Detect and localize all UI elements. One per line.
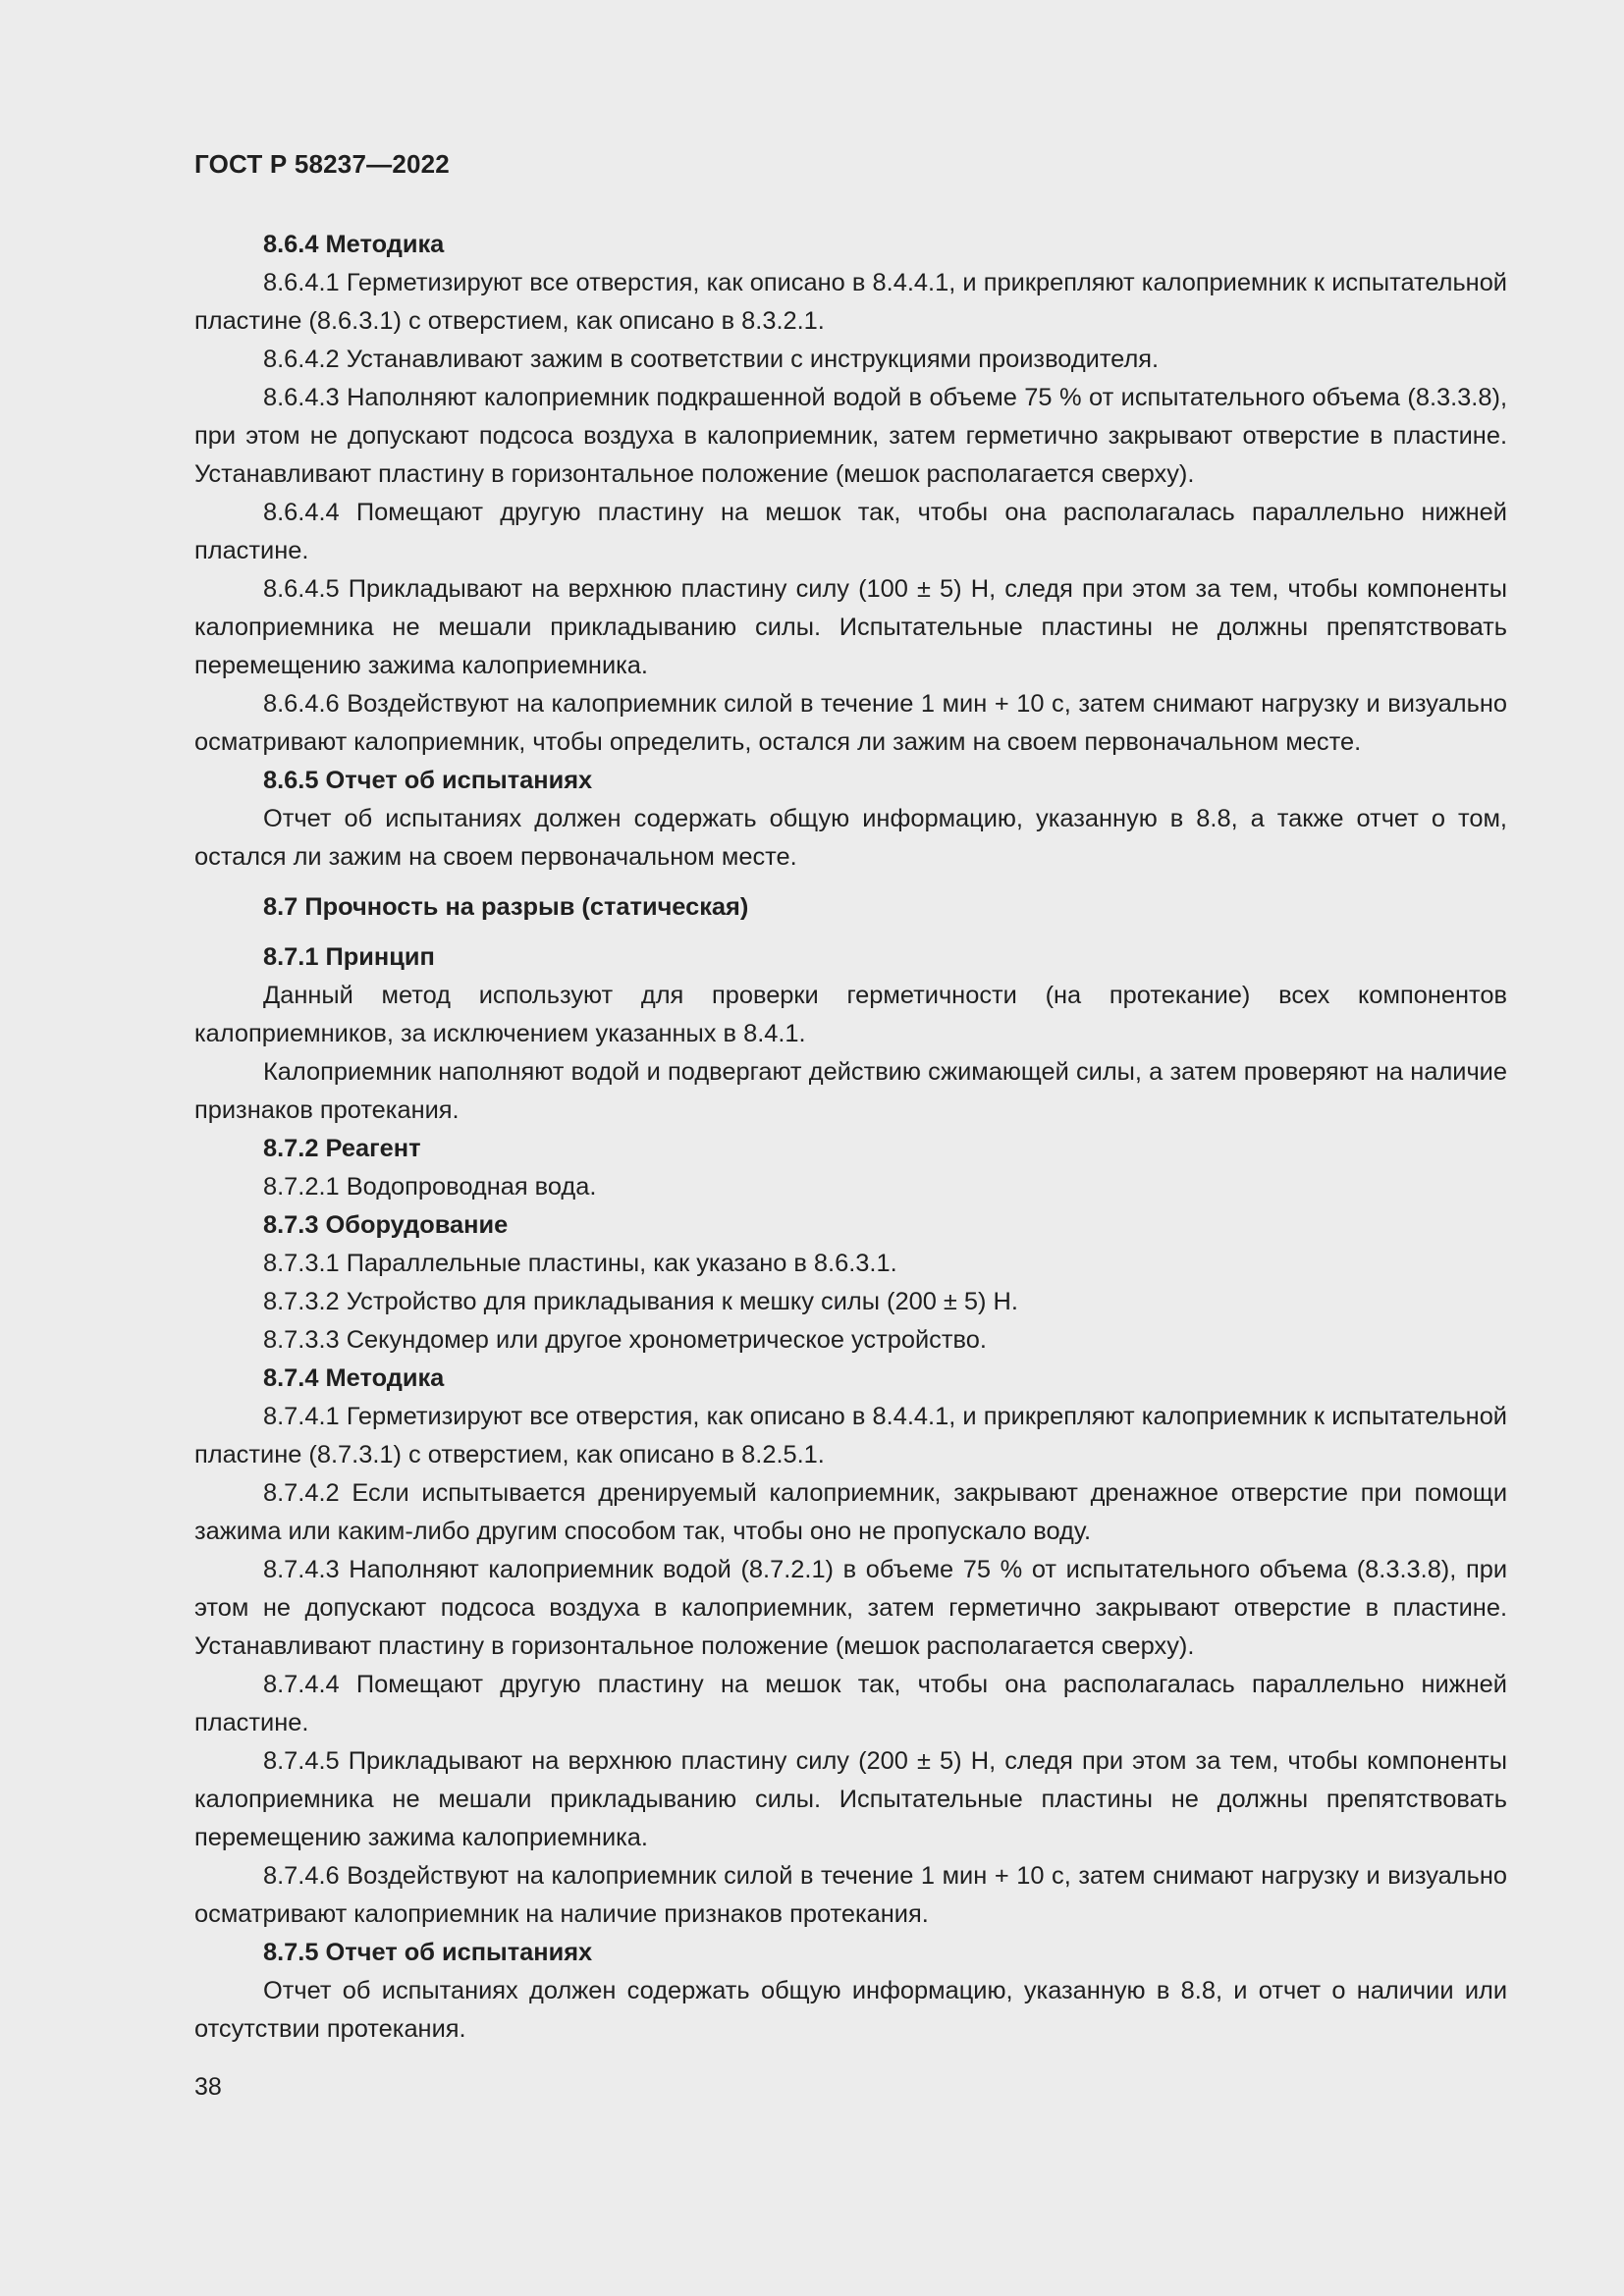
paragraph: Отчет об испытаниях должен содержать общую информацию, указанную в 8.8, и отчет о наличии или отсутствии протекания. xyxy=(194,1977,1507,2043)
paragraph: 8.7.4.3 Наполняют калоприемник водой (8.7.2.1) в объеме 75 % от испытательного объема (8.3.3.8), при этом не допускают подсоса воздуха в калоприемник, затем герметично закрывают отверстие в пластине. Устанавливают пластину в горизонтальное положение (мешок располагается сверху). xyxy=(194,1556,1507,1660)
paragraph: 8.6.4.4 Помещают другую пластину на мешок так, чтобы она располагалась параллельно нижней пластине. xyxy=(194,499,1507,564)
paragraph: 8.6.4.5 Прикладывают на верхнюю пластину силу (100 ± 5) Н, следя при этом за тем, чтобы компоненты калоприемника не мешали прикладыванию силы. Испытательные пластины не должны препятствовать перемещению зажима калоприемника. xyxy=(194,575,1507,679)
paragraph: Калоприемник наполняют водой и подвергают действию сжимающей силы, а затем проверяют на наличие признаков протекания. xyxy=(194,1058,1507,1124)
paragraph: 8.6.4.3 Наполняют калоприемник подкрашенной водой в объеме 75 % от испытательного объема (8.3.3.8), при этом не допускают подсоса воздуха в калоприемник, затем герметично закрывают отверстие в пластине. Устанавливают пластину в горизонтальное положение (мешок располагается сверху). xyxy=(194,384,1507,488)
document-header: ГОСТ Р 58237—2022 xyxy=(194,149,450,179)
paragraph: 8.7.4.1 Герметизируют все отверстия, как описано в 8.4.4.1, и прикрепляют калоприемник к испытательной пластине (8.7.3.1) с отверстием, как описано в 8.2.5.1. xyxy=(194,1403,1507,1468)
paragraph: 8.7.4.2 Если испытывается дренируемый калоприемник, закрывают дренажное отверстие при помощи зажима или каким-либо другим способом так, чтобы оно не пропускало воду. xyxy=(194,1479,1507,1545)
paragraph: 8.6.4.6 Воздействуют на калоприемник силой в течение 1 мин + 10 с, затем снимают нагрузку и визуально осматривают калоприемник, чтобы определить, остался ли зажим на своем первоначальном месте. xyxy=(194,690,1507,756)
subsection-heading: 8.7.3 Оборудование xyxy=(263,1211,509,1239)
document-body xyxy=(194,226,1507,2049)
paragraph: 8.7.2.1 Водопроводная вода. xyxy=(263,1173,597,1201)
paragraph: 8.7.3.2 Устройство для прикладывания к мешку силы (200 ± 5) Н. xyxy=(263,1288,1018,1315)
subsection-heading: 8.7.4 Методика xyxy=(263,1364,445,1392)
paragraph: 8.7.4.5 Прикладывают на верхнюю пластину силу (200 ± 5) Н, следя при этом за тем, чтобы компоненты калоприемника не мешали прикладыванию силы. Испытательные пластины не должны препятствовать перемещению зажима калоприемника. xyxy=(194,1747,1507,1851)
subsection-heading: 8.7.1 Принцип xyxy=(263,943,435,971)
paragraph: 8.6.4.2 Устанавливают зажим в соответствии с инструкциями производителя. xyxy=(263,346,1160,373)
subsection-heading: 8.7.5 Отчет об испытаниях xyxy=(263,1939,593,1966)
paragraph: 8.6.4.1 Герметизируют все отверстия, как описано в 8.4.4.1, и прикрепляют калоприемник к испытательной пластине (8.6.3.1) с отверстием, как описано в 8.3.2.1. xyxy=(194,269,1507,335)
subsection-heading: 8.7.2 Реагент xyxy=(263,1135,421,1162)
subsection-heading: 8.6.5 Отчет об испытаниях xyxy=(263,767,593,794)
paragraph: 8.7.3.3 Секундомер или другое хронометрическое устройство. xyxy=(263,1326,987,1354)
paragraph: 8.7.4.6 Воздействуют на калоприемник силой в течение 1 мин + 10 с, затем снимают нагрузку и визуально осматривают калоприемник на наличие признаков протекания. xyxy=(194,1862,1507,1928)
section-heading: 8.7 Прочность на разрыв (статическая) xyxy=(263,893,749,921)
subsection-heading: 8.6.4 Методика xyxy=(263,231,445,258)
paragraph: 8.7.3.1 Параллельные пластины, как указано в 8.6.3.1. xyxy=(263,1250,897,1277)
page-number: 38 xyxy=(194,2073,222,2101)
paragraph: Отчет об испытаниях должен содержать общую информацию, указанную в 8.8, а также отчет о том, остался ли зажим на своем первоначальном месте. xyxy=(194,805,1507,871)
paragraph: 8.7.4.4 Помещают другую пластину на мешок так, чтобы она располагалась параллельно нижней пластине. xyxy=(194,1671,1507,1736)
paragraph: Данный метод используют для проверки герметичности (на протекание) всех компонентов калоприемников, за исключением указанных в 8.4.1. xyxy=(194,982,1507,1047)
